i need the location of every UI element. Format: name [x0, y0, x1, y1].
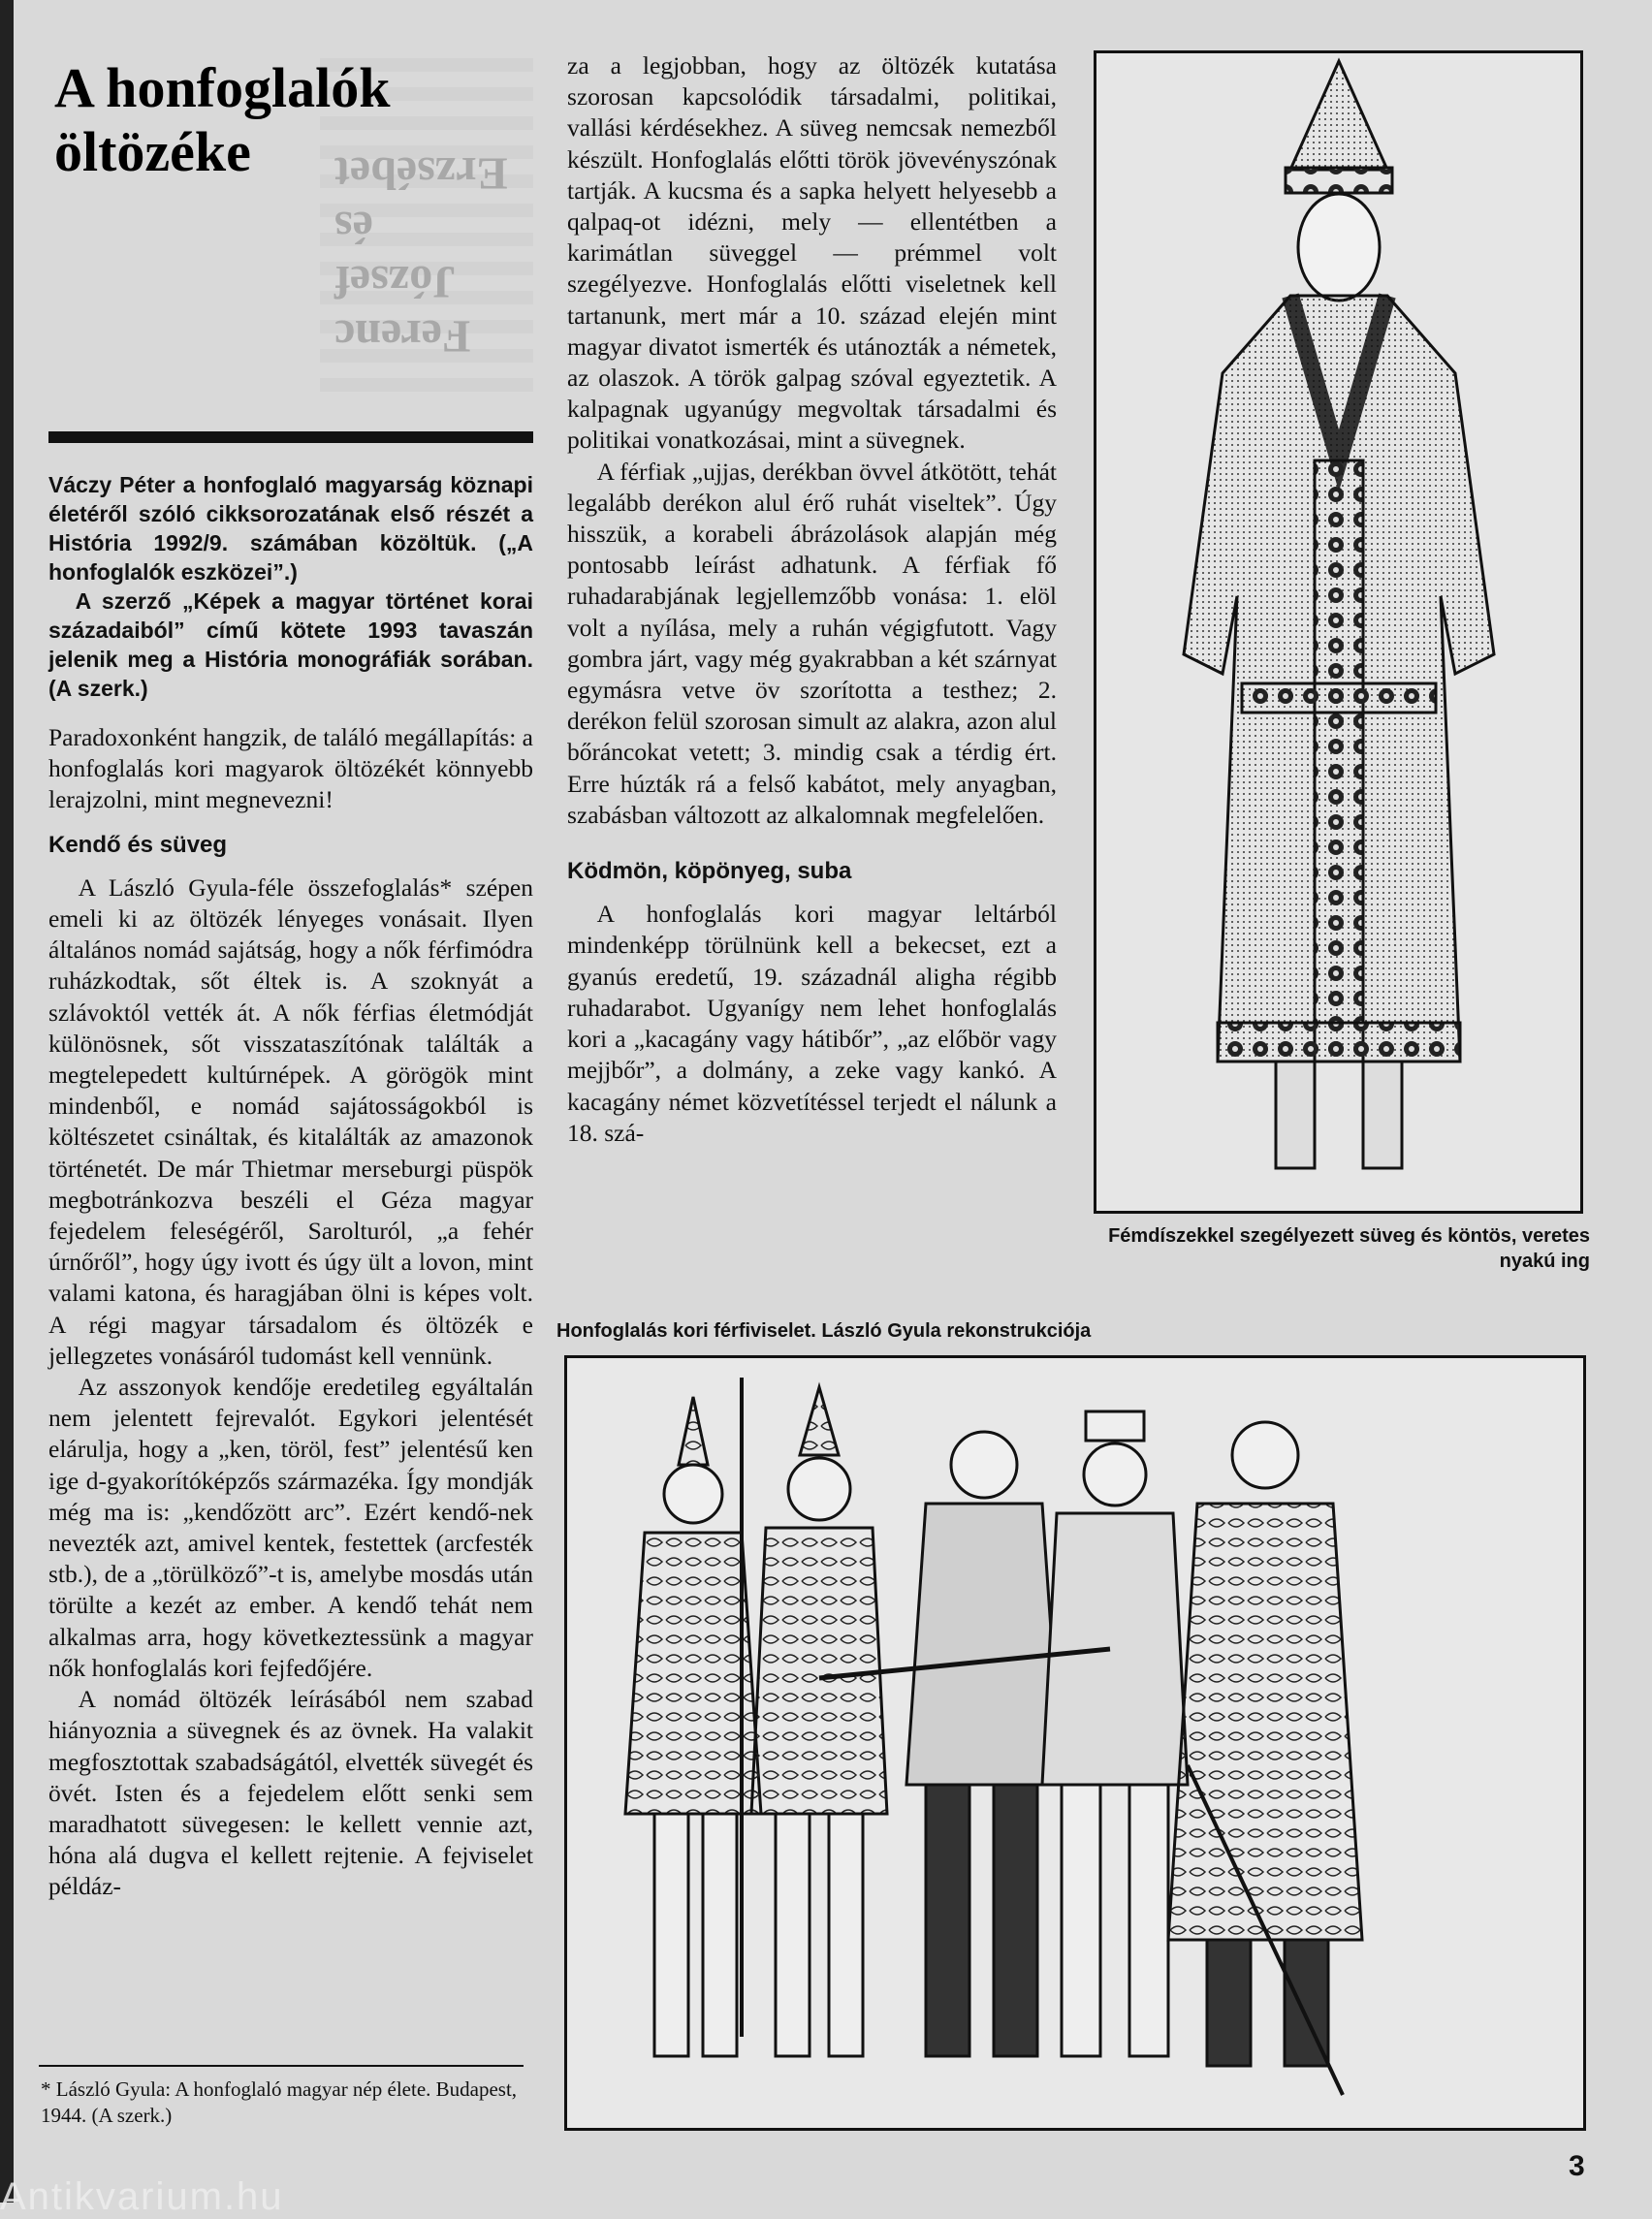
coat-drawing	[1096, 53, 1580, 1211]
body-paragraph: za a legjobban, hogy az öltözék kutatása szorosan kapcsolódik társadalmi, politikai, vallási kérdésekhez. A süveg nemcsak nemezből készült. Honfoglalás előtti török jövevényszónak tartják. A kucsma és a sapka helyett helyesebb a qalpaq-ot idézni, mely — ellentétben a karimátlan süveggel — prémmel volt szegélyezve. Honfoglalás előtti viseletnek kell tartanunk, mert már a 10. század elején mint magyar divatot ismerték és utánozták a németek, az olaszok. A török galpag szóval egyeztetik. A kalpagnak ugyanúgy megvoltak társadalmi és politikai vonatkozásai, mint a süvegnek.	[567, 51, 1057, 455]
figure-man-5	[1168, 1422, 1362, 2066]
section-heading-kodmon: Ködmön, köpönyeg, suba	[567, 858, 852, 885]
column-2	[567, 50, 1057, 1149]
title-rule	[48, 431, 533, 443]
men-group-drawing	[567, 1358, 1583, 2128]
title-line-1: A honfoglalók	[54, 56, 391, 119]
page-spine-shadow	[0, 0, 14, 2203]
title-line-2: öltözéke	[54, 120, 251, 183]
figure-man-2	[751, 1387, 887, 2056]
bleed-through-title: Ferenc József és Erzsébet	[334, 147, 508, 362]
column-1	[48, 470, 533, 1903]
watermark: Antikvarium.hu	[0, 2175, 284, 2218]
body-paragraph: A honfoglalás kori magyar leltárból mindenképp törülnünk kell a bekecset, ezt a gyanús eredetű, 19. századnál aligha régibb ruhadarabot. Ugyanígy nem lehet honfoglalás kori a „kacagány vagy hátibőr”, „az előbör vagy mejjbőr”, a dolmány, a zeke vagy kankó. A kacagány német közvetítéssel terjedt el nálunk a 18. szá-	[567, 900, 1057, 1147]
figure-man-3	[906, 1432, 1062, 2056]
body-paragraph: A férfiak „ujjas, derékban övvel átkötött, tehát legalább derékon alul érő ruhát viseltek”. Úgy hisszük, a korabeli ábrázolások alapján még pontosabb leírást adhatunk. A férfiak fő ruhadarabjának legjellemzőbb vonása: 1. elöl volt a nyílása, mely a ruhán végigfutott. Vagy gombra járt, vagy még gyakrabban a két szárnyat egymásra vetve öv szorította a testhez; 2. derékon felül szorosan simult az alakra, azon alul bőráncokat vetett; 3. mindig csak a térdig ért. Erre húzták rá a felső kabátot, mely anyagban, szabásban változott az alkalomnak megfelelően.	[567, 457, 1057, 829]
page-number: 3	[1569, 2150, 1585, 2182]
body-paragraph: Az asszonyok kendője eredetileg egyáltalán nem jelentett fejrevalót. Egykori jelentését elárulja, hogy a „ken, töröl, fest” jelentésű ken ige d-gyakorítóképzős származéka. Így mondják még ma is: „kendőzött arc”. Ezért kendő-nek nevezték azt, amivel kentek, festettek (arcfesték stb.), de a „törülköző”-t is, amelybe mosdás után törülte a kezét az ember. A kendő tehát nem alkalmas arra, hogy következtessünk a magyar nők honfoglalás kori fejfedőjére.	[48, 1373, 533, 1682]
body-paragraph: A László Gyula-féle összefoglalás* szépen emeli ki az öltözék lényeges vonásait. Ilyen általános nomád sajátság, hogy a nők férfimódra ruházkodtak, sőt éltek is. A szoknyát a szlávoktól vették át. A nők férfias életmódját különösnek, sőt visszataszítónak találták a megtelepedett kultúrnépek. A görögök mint mindenből, e nomád sajátosságokból is költészetet csináltak, és kitalálták az amazonok történetét. De már Thietmar merseburgi püspök megbotránkozva beszéli el Géza magyar fejedelem feleségéről, Sarolturól, „a fehér úrnőről”, hogy úgy ivott és úgy ült a lovon, mint valami katona, és haragjában ölni is képes volt. A régi magyar társadalom és öltözék e jellegzetes vonásáról tudomást kell vennünk.	[48, 872, 533, 1370]
lead-paragraph-2: A szerző „Képek a magyar történet korai századaiból” című kötete 1993 tavaszán jelenik meg a História monográfiák sorában. (A szerk.)	[48, 588, 533, 701]
caption-figure-2: Honfoglalás kori férfiviselet. László Gyula rekonstrukciója	[556, 1320, 1092, 1342]
figure-man-4	[1042, 1411, 1188, 2056]
lead-paragraph-1: Váczy Péter a honfoglaló magyarság köznapi életéről szóló cikksorozatának első részét a História 1992/9. számában közöltük. („A honfoglalók eszközei”.)	[48, 472, 533, 585]
lead-paragraphs	[48, 470, 533, 703]
caption-figure-1: Fémdíszekkel szegélyezett süveg és köntös, veretes nyakú ing	[1108, 1225, 1590, 1272]
body-paragraph: A nomád öltözék leírásából nem szabad hiányoznia a süvegnek és az övnek. Ha valakit megfosztottak szabadságától, elvették süvegét és övét. Isten és a fejedelem előtt senki sem maradhatott süvegesen: le kellett vennie azt, hóna alá dugva el kellett rejtenie. A fejviselet példáz-	[48, 1685, 533, 1901]
footnote: * László Gyula: A honfoglaló magyar nép élete. Budapest, 1944. (A szerk.)	[41, 2077, 518, 2127]
illustration-hat-and-coat	[1094, 50, 1583, 1214]
section-heading-kendo: Kendő és süveg	[48, 831, 228, 858]
article-title	[54, 56, 539, 184]
footnote-rule	[39, 2065, 524, 2067]
illustration-men-group	[564, 1355, 1586, 2131]
intro-paragraph: Paradoxonként hangzik, de találó megállapítás: a honfoglalás kori magyarok öltözékét könnyebb lerajzolni, mint megnevezni!	[48, 723, 533, 814]
